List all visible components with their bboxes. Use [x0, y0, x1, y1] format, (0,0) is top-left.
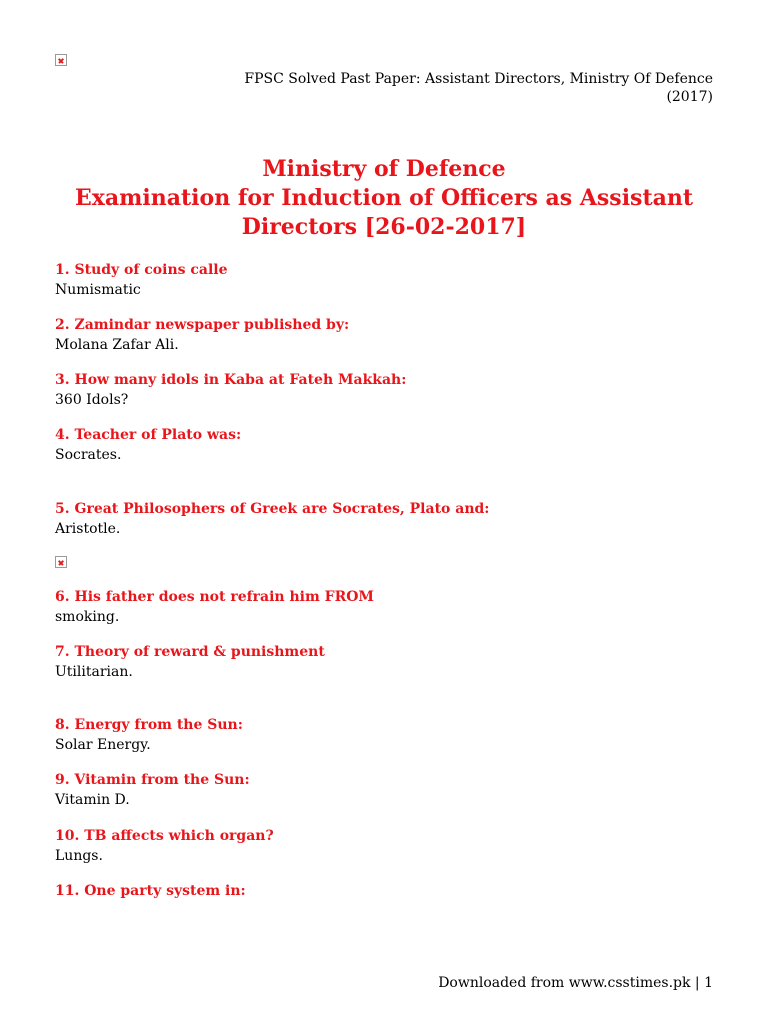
question-item [55, 260, 715, 300]
question-item [55, 881, 715, 901]
question-text: 1. Study of coins calle [55, 262, 228, 278]
question-text: 10. TB affects which organ? [55, 828, 274, 844]
answer-text: Vitamin D. [55, 792, 130, 808]
broken-image-icon [55, 54, 67, 66]
question-item [55, 642, 715, 682]
title-line-2: Examination for Induction of Officers as Assistant [74, 185, 694, 211]
question-text: 11. One party system in: [55, 883, 246, 899]
question-item [55, 826, 715, 866]
answer-text: Solar Energy. [55, 737, 151, 753]
header-title: FPSC Solved Past Paper: Assistant Directors, Ministry Of Defence [244, 71, 713, 87]
page-header [193, 70, 713, 106]
question-item [55, 425, 715, 465]
answer-text: smoking. [55, 609, 120, 625]
answer-text: Molana Zafar Ali. [55, 337, 179, 353]
answer-text: 360 Idols? [55, 392, 129, 408]
answer-text: Utilitarian. [55, 664, 133, 680]
question-text: 5. Great Philosophers of Greek are Socrates, Plato and: [55, 501, 490, 517]
question-item [55, 715, 715, 755]
page-footer: Downloaded from www.csstimes.pk | 1 [438, 975, 713, 991]
question-item [55, 499, 715, 539]
title-line-1: Ministry of Defence [262, 156, 506, 182]
question-text: 9. Vitamin from the Sun: [55, 772, 250, 788]
question-item [55, 587, 715, 627]
question-text: 8. Energy from the Sun: [55, 717, 243, 733]
question-text: 3. How many idols in Kaba at Fateh Makkah: [55, 372, 407, 388]
question-text: 6. His father does not refrain him FROM [55, 589, 374, 605]
question-text: 2. Zamindar newspaper published by: [55, 317, 350, 333]
question-text: 4. Teacher of Plato was: [55, 427, 242, 443]
answer-text: Lungs. [55, 848, 103, 864]
question-item [55, 370, 715, 410]
answer-text: Aristotle. [55, 521, 121, 537]
title-line-3: Directors [26-02-2017] [241, 214, 527, 240]
broken-image-icon [55, 556, 67, 568]
answer-text: Socrates. [55, 447, 122, 463]
question-item [55, 315, 715, 355]
answer-text: Numismatic [55, 282, 141, 298]
question-item [55, 770, 715, 810]
header-year: (2017) [666, 89, 713, 105]
question-text: 7. Theory of reward & punishment [55, 644, 325, 660]
page-title [55, 155, 713, 242]
